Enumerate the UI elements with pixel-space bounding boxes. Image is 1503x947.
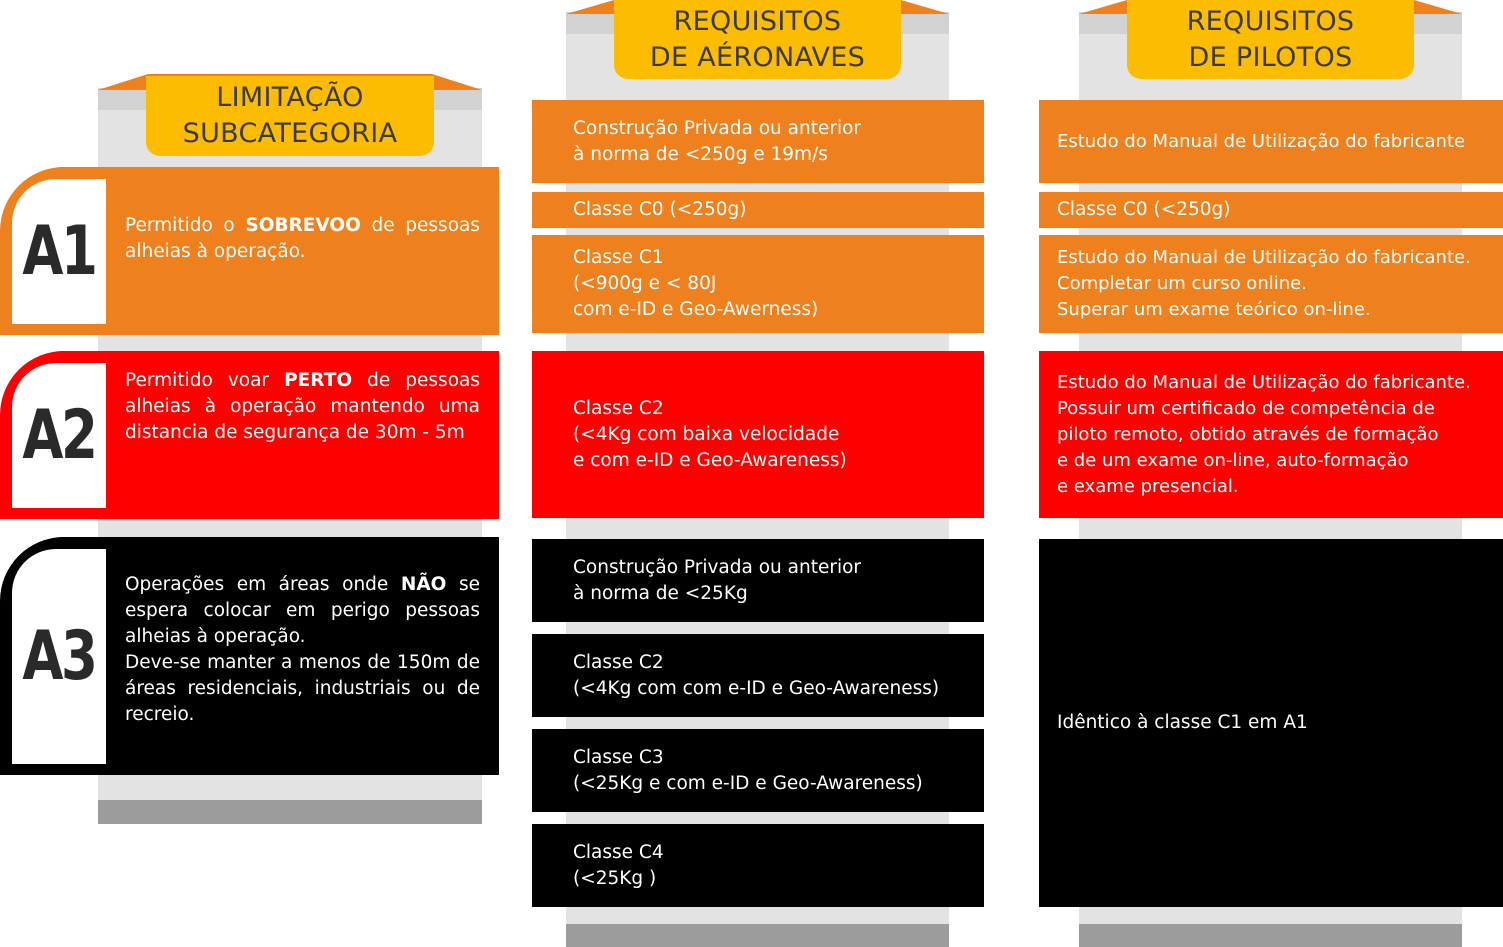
limitacao-title-line2: SUBCATEGORIA xyxy=(182,118,398,149)
aeronaves-title-line1: REQUISITOS xyxy=(673,5,842,37)
aeronave-a1-privada: Construção Privada ou anterior à norma de <250g e 19m/s xyxy=(532,100,984,183)
piloto-a1-c0: Classe C0 (<250g) xyxy=(1039,192,1503,228)
aeronave-a1-c0: Classe C0 (<250g) xyxy=(532,192,984,228)
piloto-a1-c1: Estudo do Manual de Utilização do fabricante. Completar um curso online. Superar um exame teórico on-line. xyxy=(1039,235,1503,333)
a3-tab-inner xyxy=(12,549,106,764)
a1-description xyxy=(125,213,480,265)
limitacao-column-footer xyxy=(98,800,482,824)
aeronave-a3-c4: Classe C4 (<25Kg ) xyxy=(532,824,984,907)
a3-text-post: se espera colocar em perigo pessoas alheias à operação. xyxy=(125,574,480,647)
a2-text-post: de pessoas alheias à operação mantendo uma distancia de segurança de 30m - 5m xyxy=(125,370,480,443)
pilotos-title-line2: DE PILOTOS xyxy=(1188,41,1353,73)
piloto-a2: Estudo do Manual de Utilização do fabricante. Possuir um certificado de competência de piloto remoto, obtido através de formação e de um exame on-line, auto-formação e exame presencial. xyxy=(1039,351,1503,518)
pilotos-title-line1: REQUISITOS xyxy=(1186,5,1355,37)
a1-text-pre: Permitido o xyxy=(125,215,246,236)
a3-text-extra: Deve-se manter a menos de 150m de áreas residenciais, industriais ou de recreio. xyxy=(125,652,480,725)
pilotos-column-footer xyxy=(1079,924,1462,947)
a1-tab-inner xyxy=(12,179,106,324)
aeronave-a2-c2: Classe C2 (<4Kg com baixa velocidade e com e-ID e Geo-Awareness) xyxy=(532,351,984,518)
a2-label: A2 xyxy=(22,396,96,475)
aeronaves-title-line2: DE AÉRONAVES xyxy=(649,41,866,73)
a1-label: A1 xyxy=(22,212,96,291)
a1-text-bold: SOBREVOO xyxy=(245,215,361,236)
a2-text-bold: PERTO xyxy=(284,370,353,391)
a3-label: A3 xyxy=(22,617,96,696)
a3-description xyxy=(125,572,480,728)
aeronave-a3-c3: Classe C3 (<25Kg e com e-ID e Geo-Awareness) xyxy=(532,729,984,812)
a2-description xyxy=(125,368,480,446)
aeronave-a1-c1: Classe C1 (<900g e < 80J com e-ID e Geo-Awerness) xyxy=(532,235,984,333)
a1-text-post: de pessoas alheias à operação. xyxy=(125,215,480,262)
piloto-a3: Idêntico à classe C1 em A1 xyxy=(1039,539,1503,907)
a2-text-pre: Permitido voar xyxy=(125,370,285,391)
piloto-a1-privada: Estudo do Manual de Utilização do fabricante xyxy=(1039,100,1503,183)
pilotos-header xyxy=(1127,0,1414,79)
aeronave-a3-privada: Construção Privada ou anterior à norma de <25Kg xyxy=(532,539,984,622)
limitacao-header xyxy=(146,76,434,156)
aeronaves-header xyxy=(614,0,901,79)
a3-text-pre: Operações em áreas onde xyxy=(125,574,401,595)
a2-tab-inner xyxy=(12,363,106,508)
aeronave-a3-c2: Classe C2 (<4Kg com com e-ID e Geo-Awareness) xyxy=(532,634,984,717)
limitacao-title-line1: LIMITAÇÃO xyxy=(216,82,364,113)
a3-text-bold: NÃO xyxy=(400,574,447,595)
aeronaves-column-footer xyxy=(566,924,949,947)
